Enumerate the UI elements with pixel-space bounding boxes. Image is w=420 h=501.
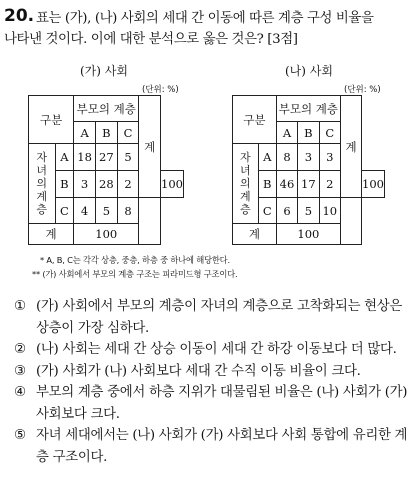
option-3[interactable] bbox=[14, 361, 414, 383]
answer-options bbox=[14, 296, 414, 468]
option-1[interactable] bbox=[14, 296, 414, 339]
table-na-child-label-text: 자녀의 계층 bbox=[240, 151, 251, 216]
table-na-cell: 5 bbox=[298, 198, 319, 224]
option-marker: ② bbox=[14, 342, 26, 357]
option-5[interactable] bbox=[14, 425, 414, 468]
option-text: 자녀 세대에서는 (나) 사회가 (가) 사회보다 사회 통합에 유리한 계층 구조이다. bbox=[36, 428, 408, 465]
table-ga-blank bbox=[139, 198, 161, 245]
table-ga-row-a-label: A bbox=[55, 144, 74, 171]
table-ga-col-a: A bbox=[74, 122, 96, 144]
table-ga bbox=[28, 95, 184, 245]
table-na bbox=[232, 95, 385, 245]
table-na-col-b: B bbox=[298, 122, 319, 144]
table-ga-parent-header: 부모의 계층 bbox=[74, 96, 139, 122]
table-ga-child-label-text: 자녀의 계층 bbox=[36, 151, 48, 216]
table-na-parent-header: 부모의 계층 bbox=[276, 96, 340, 122]
table-ga-cell: 8 bbox=[117, 198, 139, 224]
table-ga-cell: 5 bbox=[117, 144, 139, 171]
option-2[interactable] bbox=[14, 339, 414, 361]
table-na-cell: 10 bbox=[319, 198, 340, 224]
table-ga-col-b: B bbox=[95, 122, 117, 144]
table-na-cell: 3 bbox=[298, 144, 319, 171]
table-na-col-a: A bbox=[276, 122, 297, 144]
option-text: (가) 사회가 (나) 사회보다 세대 간 수직 이동 비율이 크다. bbox=[36, 363, 361, 379]
table-na-row-c-label: C bbox=[258, 198, 276, 224]
table-na-cell: 6 bbox=[276, 198, 297, 224]
table-na-blank bbox=[340, 198, 361, 245]
table-ga-cell: 27 bbox=[95, 144, 117, 171]
option-text: 부모의 계층 중에서 하층 지위가 대물림된 비율은 (나) 사회가 (가) 사회보다 크다. bbox=[36, 385, 408, 422]
table-na-col-c: C bbox=[319, 122, 340, 144]
table-ga-cell: 28 bbox=[95, 171, 117, 198]
table-na-total-row-value: 100 bbox=[276, 224, 340, 245]
table-na-unit: (단위: %) bbox=[344, 85, 381, 95]
question-number: 20. bbox=[4, 6, 35, 26]
table-na-total: 100 bbox=[362, 171, 385, 198]
option-marker: ① bbox=[14, 299, 26, 314]
table-na-caption: (나) 사회 bbox=[285, 64, 333, 78]
table-ga-total-row-value: 100 bbox=[74, 224, 139, 245]
option-text: (가) 사회에서 부모의 계층이 자녀의 계층으로 고착화되는 현상은 상층이 가장 심하다. bbox=[36, 299, 403, 336]
table-ga-cell: 3 bbox=[74, 171, 96, 198]
table-na-cell: 17 bbox=[298, 171, 319, 198]
stem-line-2: 나타낸 것이다. 이에 대한 분석으로 옳은 것은? [3점] bbox=[4, 32, 298, 47]
table-ga-row-b-label: B bbox=[55, 171, 74, 198]
option-text: (나) 사회는 세대 간 상승 이동이 세대 간 하강 이동보다 더 많다. bbox=[36, 342, 397, 357]
table-na-row-a-label: A bbox=[258, 144, 276, 171]
stem-line-1: 표는 (가), (나) 사회의 세대 간 이동에 따른 계층 구성 비율을 bbox=[36, 11, 374, 26]
table-na-cell: 2 bbox=[319, 171, 340, 198]
table-na-cell: 46 bbox=[276, 171, 297, 198]
table-ga-cell: 18 bbox=[74, 144, 96, 171]
table-ga-total-row-label: 계 bbox=[29, 224, 74, 245]
footnote-2: ** (가) 사회에서 부모의 계층 구조는 피라미드형 구조이다. bbox=[32, 269, 238, 279]
table-na-row-b-label: B bbox=[258, 171, 276, 198]
option-marker: ④ bbox=[14, 385, 26, 400]
option-marker: ③ bbox=[14, 363, 26, 379]
table-na-header-group: 구분 bbox=[233, 96, 277, 144]
table-na-total-row-label: 계 bbox=[233, 224, 277, 245]
table-ga-total-header: 계 bbox=[139, 96, 161, 198]
table-ga-unit: (단위: %) bbox=[142, 85, 179, 95]
table-na-child-label bbox=[233, 144, 259, 224]
table-ga-total: 100 bbox=[161, 171, 184, 198]
table-ga-cell: 2 bbox=[117, 171, 139, 198]
table-ga-cell: 4 bbox=[74, 198, 96, 224]
footnote-1: * A, B, C는 각각 상층, 중층, 하층 중 하나에 해당한다. bbox=[40, 255, 230, 265]
option-4[interactable] bbox=[14, 382, 414, 425]
table-ga-row-c-label: C bbox=[55, 198, 74, 224]
table-ga-header-group: 구분 bbox=[29, 96, 74, 144]
table-ga-child-label bbox=[29, 144, 56, 224]
table-na-cell: 8 bbox=[276, 144, 297, 171]
option-marker: ⑤ bbox=[14, 428, 26, 443]
table-ga-col-c: C bbox=[117, 122, 139, 144]
table-na-total-header: 계 bbox=[340, 96, 361, 198]
table-ga-cell: 5 bbox=[95, 198, 117, 224]
table-ga-caption: (가) 사회 bbox=[80, 64, 128, 78]
table-na-cell: 3 bbox=[319, 144, 340, 171]
